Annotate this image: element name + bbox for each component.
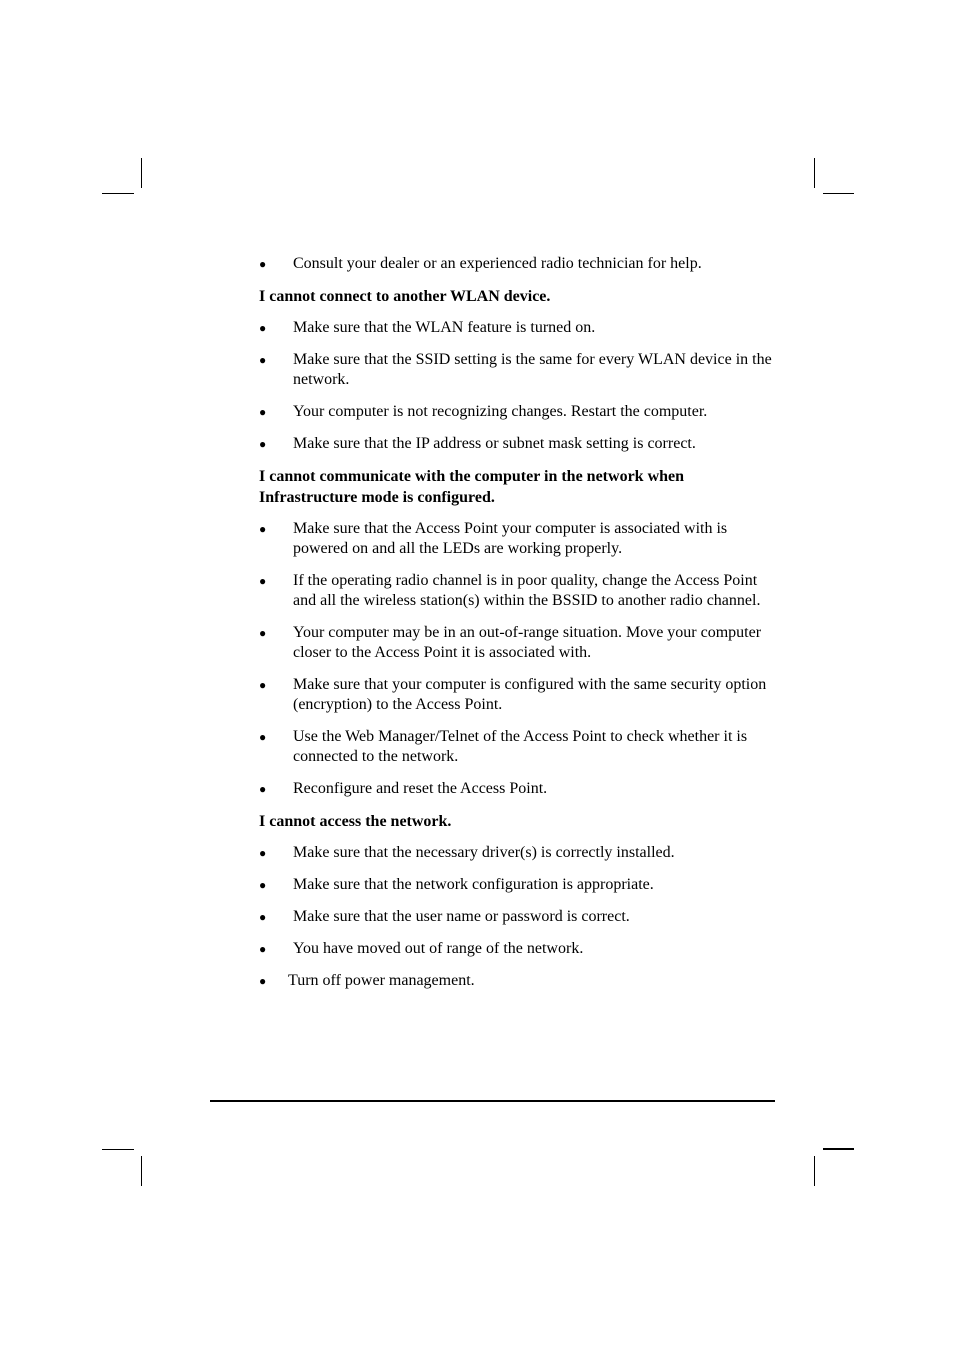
crop-mark-bottom-right-horizontal — [823, 1148, 854, 1150]
list-item — [259, 571, 779, 611]
footer-rule — [210, 1100, 775, 1102]
list-item-text: Turn off power management. — [288, 972, 475, 989]
list-item-text: Make sure that the SSID setting is the same for every WLAN device in the network. — [293, 351, 772, 388]
list-item — [259, 623, 779, 663]
bullet-icon: ● — [259, 405, 267, 419]
bullet-icon: ● — [259, 437, 267, 451]
list-item — [259, 519, 779, 559]
crop-mark-bottom-right-vertical — [814, 1156, 815, 1186]
bullet-icon: ● — [259, 730, 267, 744]
list-item — [259, 254, 779, 274]
list-item — [259, 907, 779, 927]
bullet-icon: ● — [259, 910, 267, 924]
list-item — [259, 727, 779, 767]
bullet-icon: ● — [259, 678, 267, 692]
crop-mark-top-left-horizontal — [102, 193, 134, 194]
list-item-text: Your computer may be in an out-of-range situation. Move your computer closer to the Access Point it is associated with. — [293, 624, 762, 661]
crop-mark-bottom-left-vertical — [141, 1156, 142, 1186]
list-item — [259, 402, 779, 422]
list-item-text: Consult your dealer or an experienced radio technician for help. — [293, 255, 702, 272]
list-item-text: Make sure that the user name or password is correct. — [293, 908, 630, 925]
section-heading: I cannot connect to another WLAN device. — [259, 288, 551, 305]
list-item — [259, 779, 779, 799]
bullet-icon: ● — [259, 846, 267, 860]
section-heading: I cannot access the network. — [259, 813, 452, 830]
list-item-text: If the operating radio channel is in poor quality, change the Access Point and all the wireless station(s) within the BSSID to another radio channel. — [293, 572, 761, 609]
list-item-text: Make sure that the Access Point your computer is associated with is powered on and all the LEDs are working properly. — [293, 520, 728, 557]
list-item-text: Make sure that the necessary driver(s) is correctly installed. — [293, 844, 675, 861]
list-item — [259, 350, 779, 390]
troubleshooting-content — [259, 254, 779, 1003]
bullet-icon: ● — [259, 942, 267, 956]
bullet-icon: ● — [259, 522, 267, 536]
crop-mark-top-left-vertical — [141, 158, 142, 188]
bullet-icon: ● — [259, 353, 267, 367]
crop-mark-top-right-vertical — [814, 158, 815, 188]
list-item-text: Your computer is not recognizing changes. Restart the computer. — [293, 403, 708, 420]
list-item — [259, 318, 779, 338]
bullet-icon: ● — [259, 626, 267, 640]
crop-mark-top-right-horizontal — [823, 193, 854, 194]
list-item — [259, 971, 779, 991]
section-heading: I cannot communicate with the computer in the network when Infrastructure mode is configured. — [259, 468, 685, 506]
crop-mark-bottom-left-horizontal — [102, 1149, 134, 1150]
list-item — [259, 675, 779, 715]
bullet-icon: ● — [259, 878, 267, 892]
list-item-text: Use the Web Manager/Telnet of the Access Point to check whether it is connected to the network. — [293, 728, 748, 765]
bullet-icon: ● — [259, 782, 267, 796]
bullet-icon: ● — [259, 974, 267, 988]
list-item-text: Make sure that the network configuration is appropriate. — [293, 876, 654, 893]
list-item — [259, 434, 779, 454]
bullet-icon: ● — [259, 321, 267, 335]
list-item-text: Make sure that the WLAN feature is turned on. — [293, 319, 596, 336]
list-item — [259, 939, 779, 959]
list-item — [259, 843, 779, 863]
list-item-text: You have moved out of range of the network. — [293, 940, 584, 957]
bullet-icon: ● — [259, 574, 267, 588]
list-item-text: Reconfigure and reset the Access Point. — [293, 780, 548, 797]
list-item-text: Make sure that the IP address or subnet mask setting is correct. — [293, 435, 696, 452]
bullet-icon: ● — [259, 257, 267, 271]
list-item-text: Make sure that your computer is configured with the same security option (encryption) to the Access Point. — [293, 676, 767, 713]
list-item — [259, 875, 779, 895]
